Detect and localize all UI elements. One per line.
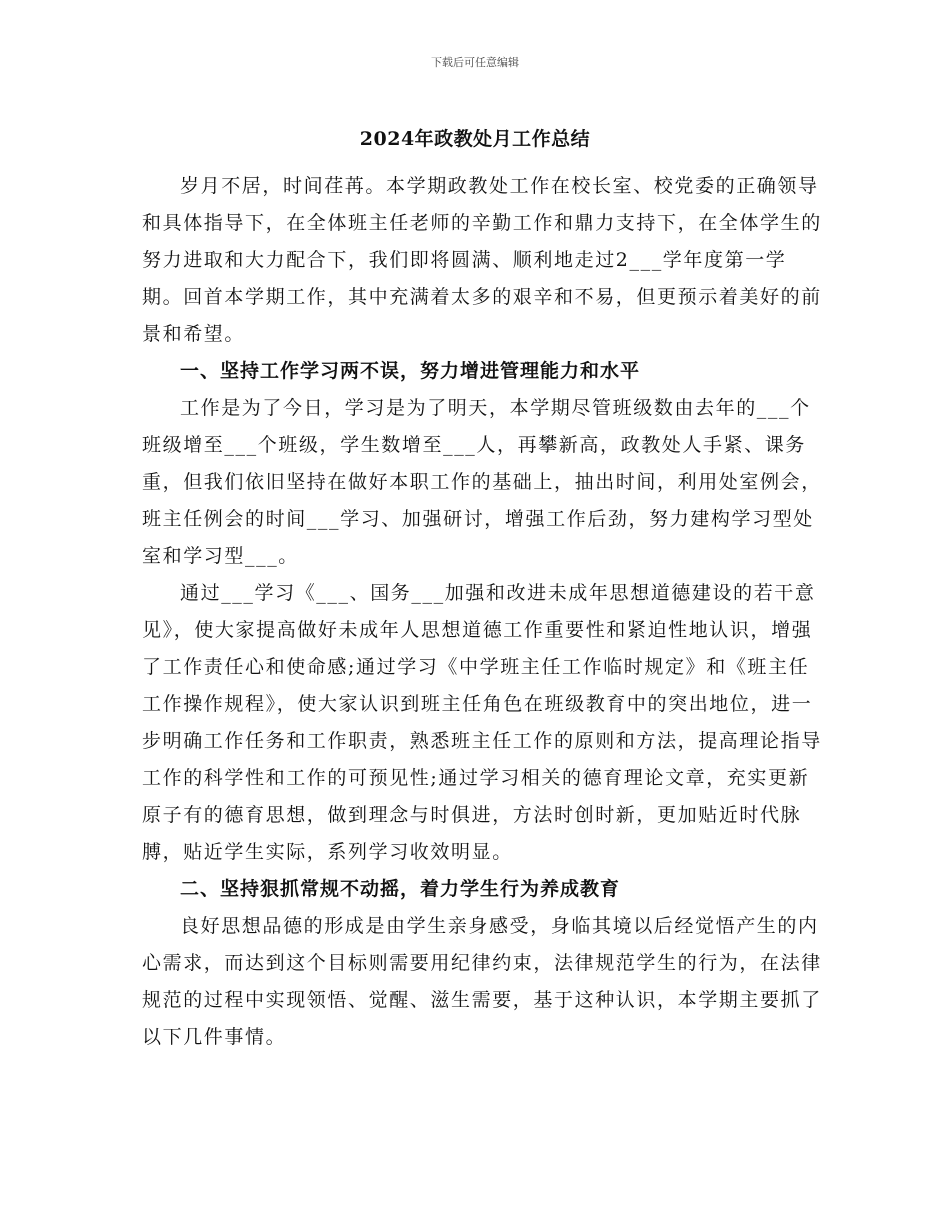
section-1-paragraph-1: 工作是为了今日，学习是为了明天，本学期尽管班级数由去年的___个班级增至___个班级，学生数增至___人，再攀新高，政教处人手紧、课务重，但我们依旧坚持在做好本职工作的基础上，抽出时间，利用处室例会，班主任例会的时间___学习、加强研讨，增强工作后劲，努力建构学习型处室和学习型___。	[142, 397, 822, 567]
document-title: 2024年政教处月工作总结	[359, 128, 591, 150]
section-1-heading: 一、坚持工作学习两不误，努力增进管理能力和水平	[180, 360, 641, 382]
section-2-paragraph-1: 良好思想品德的形成是由学生亲身感受，身临其境以后经觉悟产生的内心需求，而达到这个目标则需要用纪律约束，法律规范学生的行为，在法律规范的过程中实现领悟、觉醒、滋生需要，基于这种认识，本学期主要抓了以下几件事情。	[142, 915, 822, 1048]
section-2-heading: 二、坚持狠抓常规不动摇，着力学生行为养成教育	[180, 878, 621, 900]
section-1-paragraph-2: 通过___学习《___、国务___加强和改进未成年思想道德建设的若干意见》，使大家提高做好未成年人思想道德工作重要性和紧迫性地认识，增强了工作责任心和使命感;通过学习《中学班主任工作临时规定》和《班主任工作操作规程》，使大家认识到班主任角色在班级教育中的突出地位，进一步明确工作任务和工作职责，熟悉班主任工作的原则和方法，提高理论指导工作的科学性和工作的可预见性;通过学习相关的德育理论文章，充实更新原子有的德育思想，做到理念与时俱进，方法时创时新，更加贴近时代脉膊，贴近学生实际，系列学习收效明显。	[142, 582, 822, 863]
document-body	[142, 168, 822, 1056]
header-note: 下载后可任意编辑	[431, 56, 519, 69]
intro-paragraph: 岁月不居，时间荏苒。本学期政教处工作在校长室、校党委的正确领导和具体指导下，在全体班主任老师的辛勤工作和鼎力支持下，在全体学生的努力进取和大力配合下，我们即将圆满、顺利地走过2___学年度第一学期。回首本学期工作，其中充满着太多的艰辛和不易，但更预示着美好的前景和希望。	[142, 175, 822, 345]
